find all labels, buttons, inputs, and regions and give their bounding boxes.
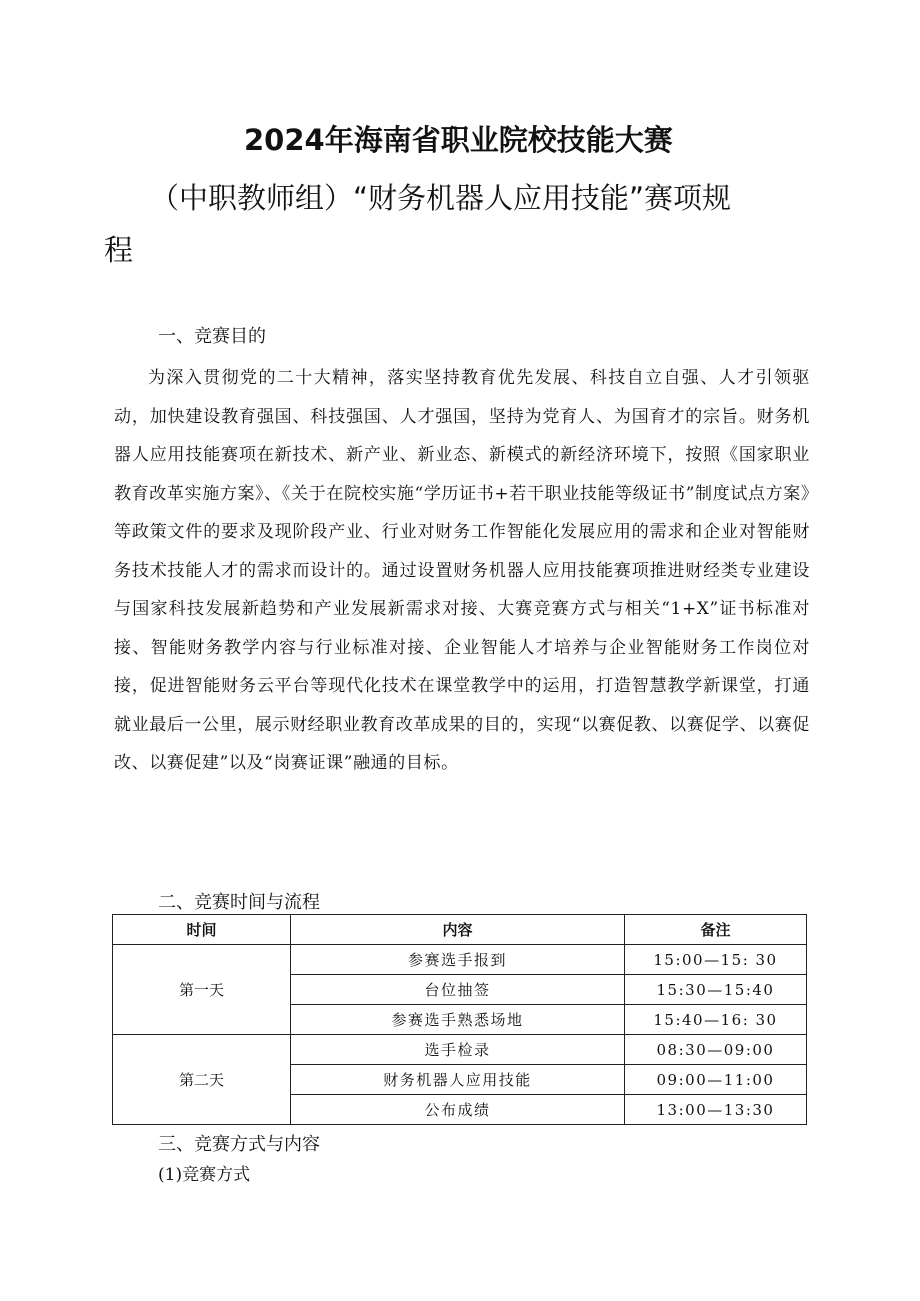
document-title-line3: 程 xyxy=(104,233,134,267)
section3-subheading: (1)竞赛方式 xyxy=(158,1165,251,1185)
note-cell: 08:30—09:00 xyxy=(625,1035,807,1065)
content-cell: 参赛选手熟悉场地 xyxy=(291,1005,625,1035)
note-cell: 15:30—15:40 xyxy=(625,975,807,1005)
header-content: 内容 xyxy=(291,915,625,945)
note-cell: 15:40—16: 30 xyxy=(625,1005,807,1035)
section1-paragraph: 为深入贯彻党的二十大精神，落实坚持教育优先发展、科技自立自强、人才引领驱动，加快建设教育强国、科技强国、人才强国，坚持为党育人、为国育才的宗旨。财务机器人应用技能赛项在新技术、新产业、新业态、新模式的新经济环境下，按照《国家职业教育改革实施方案》、《关于在院校实施“学历证书+若干职业技能等级证书”制度试点方案》等政策文件的要求及现阶段产业、行业对财务工作智能化发展应用的需求和企业对智能财务技术技能人才的需求而设计的。通过设置财务机器人应用技能赛项推进财经类专业建设与国家科技发展新趋势和产业发展新需求对接、大赛竞赛方式与相关“1+X”证书标准对接、智能财务教学内容与行业标准对接、企业智能人才培养与企业智能财务工作岗位对接，促进智能财务云平台等现代化技术在课堂教学中的运用，打造智慧教学新课堂，打通就业最后一公里，展示财经职业教育改革成果的目的，实现“以赛促教、以赛促学、以赛促改、以赛促建”以及“岗赛证课”融通的目标。 xyxy=(114,368,810,773)
content-cell: 参赛选手报到 xyxy=(291,945,625,975)
document-title-line1: 2024年海南省职业院校技能大赛 xyxy=(244,123,673,157)
section2-heading: 二、竞赛时间与流程 xyxy=(158,892,320,913)
header-note: 备注 xyxy=(625,915,807,945)
content-cell: 公布成绩 xyxy=(291,1095,625,1125)
table-row xyxy=(113,945,807,975)
day-cell: 第一天 xyxy=(113,945,291,1035)
document-title-line2: （中职教师组）“财务机器人应用技能”赛项规 xyxy=(150,181,732,215)
section3-heading: 三、竞赛方式与内容 xyxy=(158,1134,320,1155)
note-cell: 09:00—11:00 xyxy=(625,1065,807,1095)
content-cell: 选手检录 xyxy=(291,1035,625,1065)
note-cell: 13:00—13:30 xyxy=(625,1095,807,1125)
table-header-row xyxy=(113,915,807,945)
note-cell: 15:00—15: 30 xyxy=(625,945,807,975)
content-cell: 财务机器人应用技能 xyxy=(291,1065,625,1095)
day-cell: 第二天 xyxy=(113,1035,291,1125)
content-cell: 台位抽签 xyxy=(291,975,625,1005)
table-row xyxy=(113,1035,807,1065)
header-time: 时间 xyxy=(113,915,291,945)
section1-heading: 一、竞赛目的 xyxy=(158,326,266,347)
schedule-table xyxy=(112,914,807,1125)
